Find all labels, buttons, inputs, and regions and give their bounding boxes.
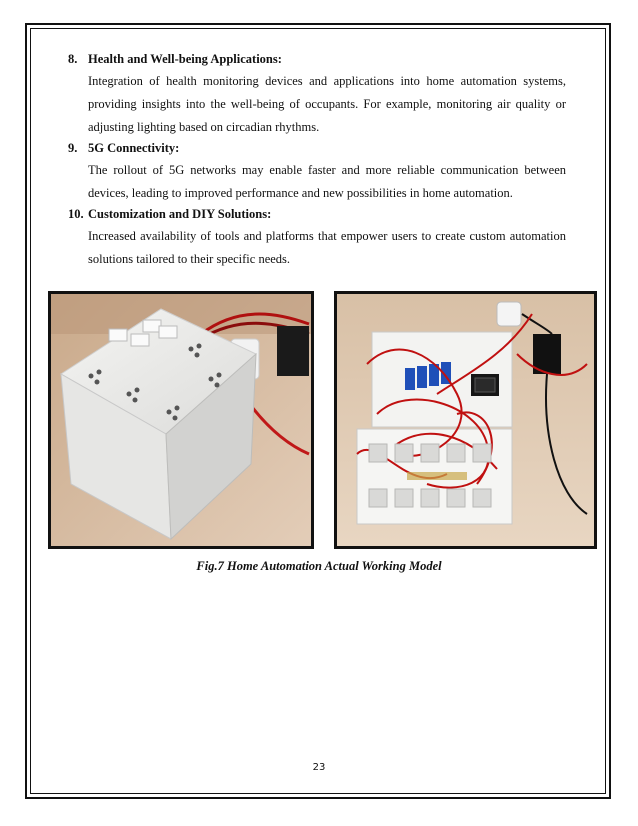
item-heading-text: Customization and DIY Solutions: [88, 207, 272, 221]
item-number: 9. [68, 141, 78, 155]
item-heading-text: Health and Well-being Applications: [88, 52, 282, 66]
open-switchboard-image [337, 294, 594, 546]
item-body-8: Integration of health monitoring devices and applications into home automation systems, providing insights into the well-being of occupants. For example, monitoring air quality or adjusting lighting based on circadian rhythms. [88, 74, 566, 134]
figure-caption: Fig.7 Home Automation Actual Working Model [196, 559, 442, 573]
photo-open-switchboard [334, 291, 597, 549]
item-heading-9 [68, 139, 566, 157]
closed-switchboard-image [51, 294, 311, 546]
item-body-9: The rollout of 5G networks may enable faster and more reliable communication between devices, leading to improved performance and new possibilities in home automation. [88, 163, 566, 200]
item-number: 8. [68, 52, 78, 66]
item-number: 10. [68, 207, 84, 221]
page-number: 23 [312, 762, 326, 773]
photo-closed-switchboard [48, 291, 314, 549]
page-content [68, 50, 566, 271]
item-heading-8 [68, 50, 566, 68]
item-heading-10 [68, 205, 566, 223]
item-body-10: Increased availability of tools and platforms that empower users to create custom automation solutions tailored to their specific needs. [88, 229, 566, 266]
item-heading-text: 5G Connectivity: [88, 141, 180, 155]
